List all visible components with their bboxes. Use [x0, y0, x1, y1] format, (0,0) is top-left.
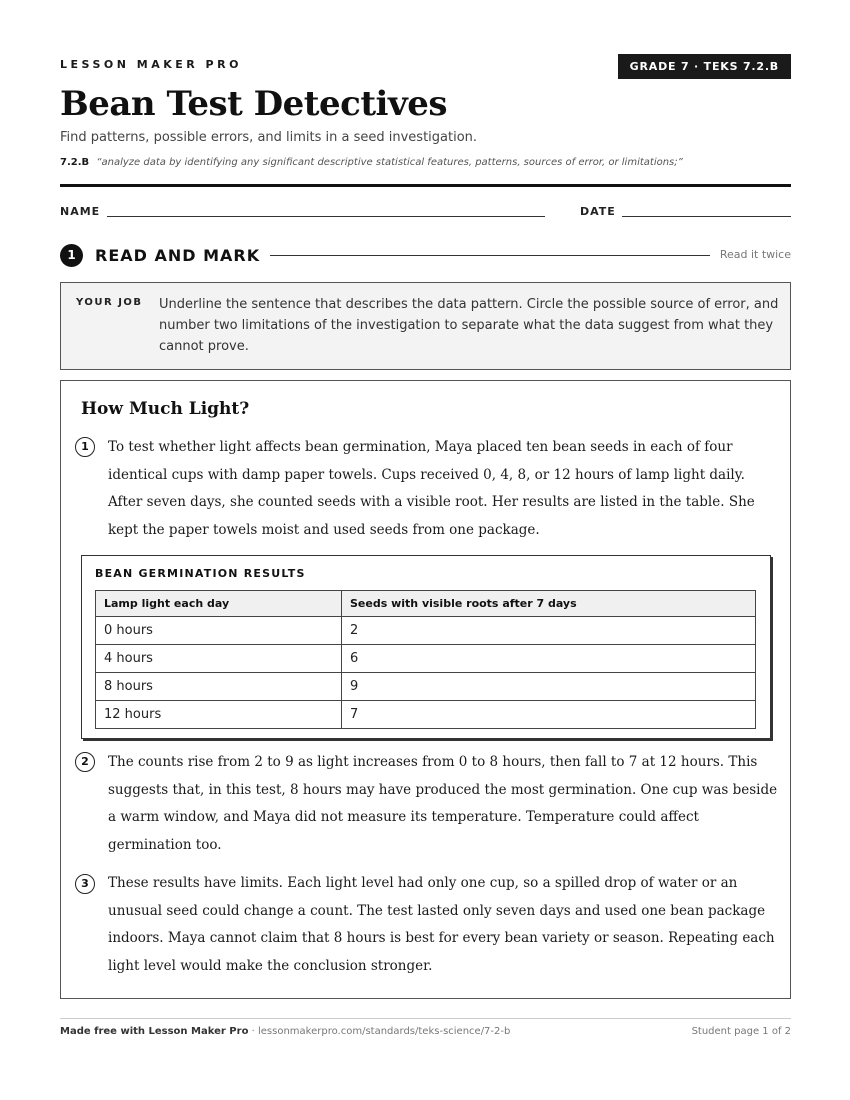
- results-table: [95, 590, 756, 729]
- table-cell-seeds: 2: [342, 617, 756, 645]
- job-text: Underline the sentence that describes the data pattern. Circle the possible source of error, and number two limitations of the investigation to separate what the data suggest from what they cannot prove.: [159, 297, 779, 354]
- footer-separator: ·: [248, 1026, 258, 1037]
- date-label: DATE: [580, 205, 616, 218]
- standard-code: 7.2.B: [60, 157, 90, 168]
- table-cell-seeds: 9: [342, 673, 756, 701]
- footer-made-with: Made free with Lesson Maker Pro: [60, 1026, 249, 1037]
- page-title: Bean Test Detectives: [60, 84, 447, 124]
- paragraph-1: To test whether light affects bean germination, Maya placed ten bean seeds in each of four identical cups with damp paper towels. Cups received 0, 4, 8, or 12 hours of lamp light daily. After seven days, she counted seeds with a visible root. Her results are listed in the table. She kept the paper towels moist and used seeds from one package.: [108, 439, 755, 538]
- name-field[interactable]: [107, 216, 545, 217]
- section-title: READ AND MARK: [95, 246, 261, 265]
- column-header-seeds: Seeds with visible roots after 7 days: [342, 591, 756, 617]
- header-divider: [60, 184, 791, 187]
- standard-text: “analyze data by identifying any significant descriptive statistical features, patterns, sources of error, or limitations;”: [96, 157, 683, 168]
- standard-line: [60, 157, 683, 168]
- column-header-light: Lamp light each day: [96, 591, 342, 617]
- section-divider: [270, 255, 710, 256]
- article-box: [60, 380, 791, 999]
- table-cell-seeds: 6: [342, 645, 756, 673]
- table-header-row: [96, 591, 756, 617]
- table-row: [96, 701, 756, 729]
- table-cell-light: 12 hours: [96, 701, 342, 729]
- grade-badge: GRADE 7 · TEKS 7.2.B: [618, 54, 791, 79]
- article-title: How Much Light?: [81, 399, 250, 419]
- paragraph-2: The counts rise from 2 to 9 as light increases from 0 to 8 hours, then fall to 7 at 12 hours. This suggests that, in this test, 8 hours may have produced the most germination. One cup was beside a warm window, and Maya did not measure its temperature. Temperature could affect germination too.: [108, 754, 778, 853]
- paragraph-number-1: 1: [75, 437, 95, 457]
- table-row: [96, 617, 756, 645]
- table-cell-light: 8 hours: [96, 673, 342, 701]
- job-instructions-box: [60, 282, 791, 370]
- section-note: Read it twice: [719, 248, 791, 261]
- page-subtitle: Find patterns, possible errors, and limits in a seed investigation.: [60, 130, 478, 145]
- brand-name: LESSON MAKER PRO: [60, 58, 242, 71]
- footer-divider: [60, 1018, 791, 1019]
- table-cell-light: 4 hours: [96, 645, 342, 673]
- footer-url[interactable]: lessonmakerpro.com/standards/teks-science/7-2-b: [257, 1026, 511, 1037]
- table-row: [96, 673, 756, 701]
- date-field[interactable]: [622, 216, 791, 217]
- paragraph-3: These results have limits. Each light level had only one cup, so a spilled drop of water or an unusual seed could change a count. The test lasted only seven days and used one bean package indoors. Maya cannot claim that 8 hours is best for every bean variety or season. Repeating each light level would make the conclusion stronger.: [108, 875, 775, 974]
- table-row: [96, 645, 756, 673]
- table-title: BEAN GERMINATION RESULTS: [95, 567, 306, 580]
- section-number-badge: 1: [60, 244, 83, 267]
- table-cell-seeds: 7: [342, 701, 756, 729]
- paragraph-number-3: 3: [75, 874, 95, 894]
- worksheet-page: [60, 0, 791, 1100]
- job-label: YOUR JOB: [76, 297, 143, 308]
- footer-page-number: Student page 1 of 2: [691, 1026, 791, 1037]
- footer-credit: [60, 1026, 510, 1037]
- results-table-box: [81, 555, 771, 739]
- paragraph-number-2: 2: [75, 752, 95, 772]
- table-cell-light: 0 hours: [96, 617, 342, 645]
- name-label: NAME: [60, 205, 101, 218]
